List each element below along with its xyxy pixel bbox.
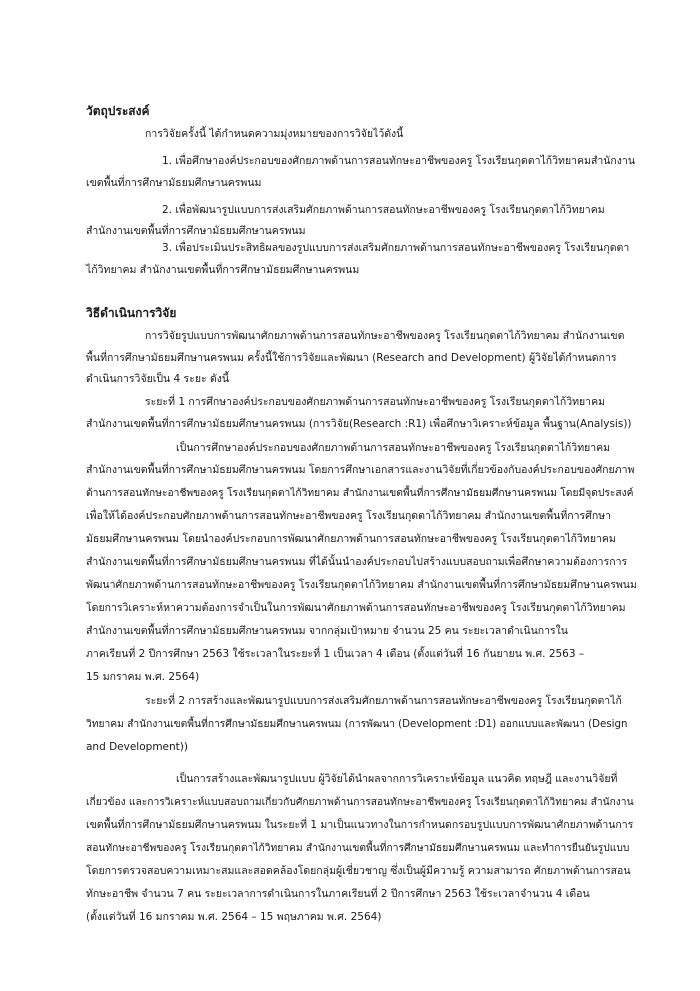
phase-1-body-line: โดยการวิเคราะห์หาความต้องการจำเป็นในการพัฒนาศักยภาพด้านการสอนทักษะอาชีพของครู โรงเรียนกุดตาไก้วิทยาคม [86, 602, 626, 614]
phase-1-body-line: เป็นการศึกษาองค์ประกอบของศักยภาพด้านการสอนทักษะอาชีพของครู โรงเรียนกุดตาไก้วิทยาคม [176, 442, 611, 454]
methodology-intro-line-2: พื้นที่การศึกษามัธยมศึกษานครพนม ครั้งนี้ใช้การวิจัยและพัฒนา (Research and Development) ผู้วิจัยได้กำหนดการ [86, 352, 617, 364]
objective-2-line-1: 2. เพื่อพัฒนารูปแบบการส่งเสริมศักยภาพด้านการสอนทักษะอาชีพของครู โรงเรียนกุดตาไก้วิทยาคม [162, 204, 605, 216]
phase-1-body-line: สำนักงานเขตพื้นที่การศึกษามัธยมศึกษานครพนม โดยการศึกษาเอกสารและงานวิจัยที่เกี่ยวข้องกับองค์ประกอบของศักยภาพ [86, 464, 635, 476]
objective-2-line-2: สำนักงานเขตพื้นที่การศึกษามัธยมศึกษานครพนม [86, 225, 306, 237]
objectives-heading: วัตถุประสงค์ [86, 104, 150, 118]
phase-1-body-line: มัธยมศึกษานครพนม โดยนำองค์ประกอบการพัฒนาศักยภาพด้านการสอนทักษะอาชีพของครู โรงเรียนกุดตาไก้วิทยาคม [86, 533, 616, 545]
phase-2-body-line: เกี่ยวข้อง และการวิเคราะห์แบบสอบถามเกี่ยวกับศักยภาพด้านการสอนทักษะอาชีพของครู โรงเรียนกุดตาไก้วิทยาคม สำนักงาน [86, 796, 634, 808]
phase-2-body-line: โดยการตรวจสอบความเหมาะสมและสอดคล้องโดยกลุ่มผู้เชี่ยวชาญ ซึ่งเป็นผู้มีความรู้ ความสามารถ ศักยภาพด้านการสอน [86, 865, 631, 877]
phase-2-body-line: สอนทักษะอาชีพของครู โรงเรียนกุดตาไก้วิทยาคม สำนักงานเขตพื้นที่การศึกษามัธยมศึกษานครพนม และทำการยืนยันรูปแบบ [86, 842, 630, 854]
objective-3-line-2: ไก้วิทยาคม สำนักงานเขตพื้นที่การศึกษามัธยมศึกษานครพนม [86, 264, 360, 276]
phase-2-title-line-2: วิทยาคม สำนักงานเขตพื้นที่การศึกษามัธยมศึกษานครพนม (การพัฒนา (Development :D1) ออกแบบและพัฒนา (Design [86, 718, 628, 730]
methodology-intro-line-1: การวิจัยรูปแบบการพัฒนาศักยภาพด้านการสอนทักษะอาชีพของครู โรงเรียนกุดตาไก้วิทยาคม สำนักงานเขต [145, 330, 625, 342]
phase-1-body-line: 15 มกราคม พ.ศ. 2564) [86, 671, 200, 683]
phase-1-body-line: สำนักงานเขตพื้นที่การศึกษามัธยมศึกษานครพนม จากกลุ่มเป้าหมาย จำนวน 25 คน ระยะเวลาดำเนินการใน [86, 625, 568, 637]
phase-2-title-line-1: ระยะที่ 2 การสร้างและพัฒนารูปแบบการส่งเสริมศักยภาพด้านการสอนทักษะอาชีพของครู โรงเรียนกุดตาไก้ [145, 695, 622, 707]
phase-1-body-line: ภาคเรียนที่ 2 ปีการศึกษา 2563 ใช้ระเวลาในระยะที่ 1 เป็นเวลา 4 เดือน (ตั้งแต่วันที่ 16 กันยายน พ.ศ. 2563 – [86, 648, 585, 660]
phase-2-body-line: เขตพื้นที่การศึกษามัธยมศึกษานครพนม ในระยะที่ 1 มาเป็นแนวทางในการกำหนดกรอบรูปแบบการพัฒนาศักยภาพด้านการ [86, 819, 634, 831]
phase-1-body-line: เพื่อให้ได้องค์ประกอบศักยภาพด้านการสอนทักษะอาชีพของครู โรงเรียนกุดตาไก้วิทยาคม สำนักงานเขตพื้นที่การศึกษา [86, 510, 612, 522]
phase-1-body-line: สำนักงานเขตพื้นที่การศึกษามัธยมศึกษานครพนม ที่ได้นั้นนำองค์ประกอบไปสร้างแบบสอบถามเพื่อศึกษาความต้องการการ [86, 556, 628, 568]
objective-1-line-1: 1. เพื่อศึกษาองค์ประกอบของศักยภาพด้านการสอนทักษะอาชีพของครู โรงเรียนกุดตาไก้วิทยาคมสำนักงาน [162, 155, 635, 167]
phase-2-body-line: เป็นการสร้างและพัฒนารูปแบบ ผู้วิจัยได้นำผลจากการวิเคราะห์ข้อมูล แนวคิด ทฤษฎี และงานวิจัยที่ [176, 773, 618, 785]
phase-1-title-line-2: สำนักงานเขตพื้นที่การศึกษามัธยมศึกษานครพนม (การวิจัย(Research :R1) เพื่อศึกษาวิเคราะห์ข้อมูล พื้นฐาน(Analysis)) [86, 418, 632, 430]
phase-1-title-line-1: ระยะที่ 1 การศึกษาองค์ประกอบของศักยภาพด้านการสอนทักษะอาชีพของครู โรงเรียนกุดตาไก้วิทยาคม [145, 396, 606, 408]
objectives-intro: การวิจัยครั้งนี้ ได้กำหนดความมุ่งหมายของการวิจัยไว้ดังนี้ [145, 128, 404, 140]
objective-1-line-2: เขตพื้นที่การศึกษามัธยมศึกษานครพนม [86, 177, 262, 189]
methodology-heading: วิธีดำเนินการวิจัย [86, 306, 177, 320]
phase-1-body-line: ด้านการสอนทักษะอาชีพของครู โรงเรียนกุดตาไก้วิทยาคม สำนักงานเขตพื้นที่การศึกษามัธยมศึกษานครพนม โดยมีจุดประสงค์ [86, 487, 634, 499]
phase-2-title-line-3: and Development)) [86, 741, 188, 753]
phase-1-body-line: พัฒนาศักยภาพด้านการสอนทักษะอาชีพของครู โรงเรียนกุดตาไก้วิทยาคม สำนักงานเขตพื้นที่การศึกษามัธยมศึกษานครพนม [86, 579, 637, 591]
objective-3-line-1: 3. เพื่อประเมินประสิทธิผลของรูปแบบการส่งเสริมศักยภาพด้านการสอนทักษะอาชีพของครู โรงเรียนกุดตา [162, 242, 630, 254]
methodology-intro-line-3: ดำเนินการวิจัยเป็น 4 ระยะ ดังนี้ [86, 373, 230, 385]
phase-2-body-line: ทักษะอาชีพ จำนวน 7 คน ระยะเวลาการดำเนินการในภาคเรียนที่ 2 ปีการศึกษา 2563 ใช้ระเวลาจำนวน 4 เดือน [86, 888, 590, 900]
phase-2-body-line: (ตั้งแต่วันที่ 16 มกราคม พ.ศ. 2564 – 15 พฤษภาคม พ.ศ. 2564) [86, 911, 382, 923]
